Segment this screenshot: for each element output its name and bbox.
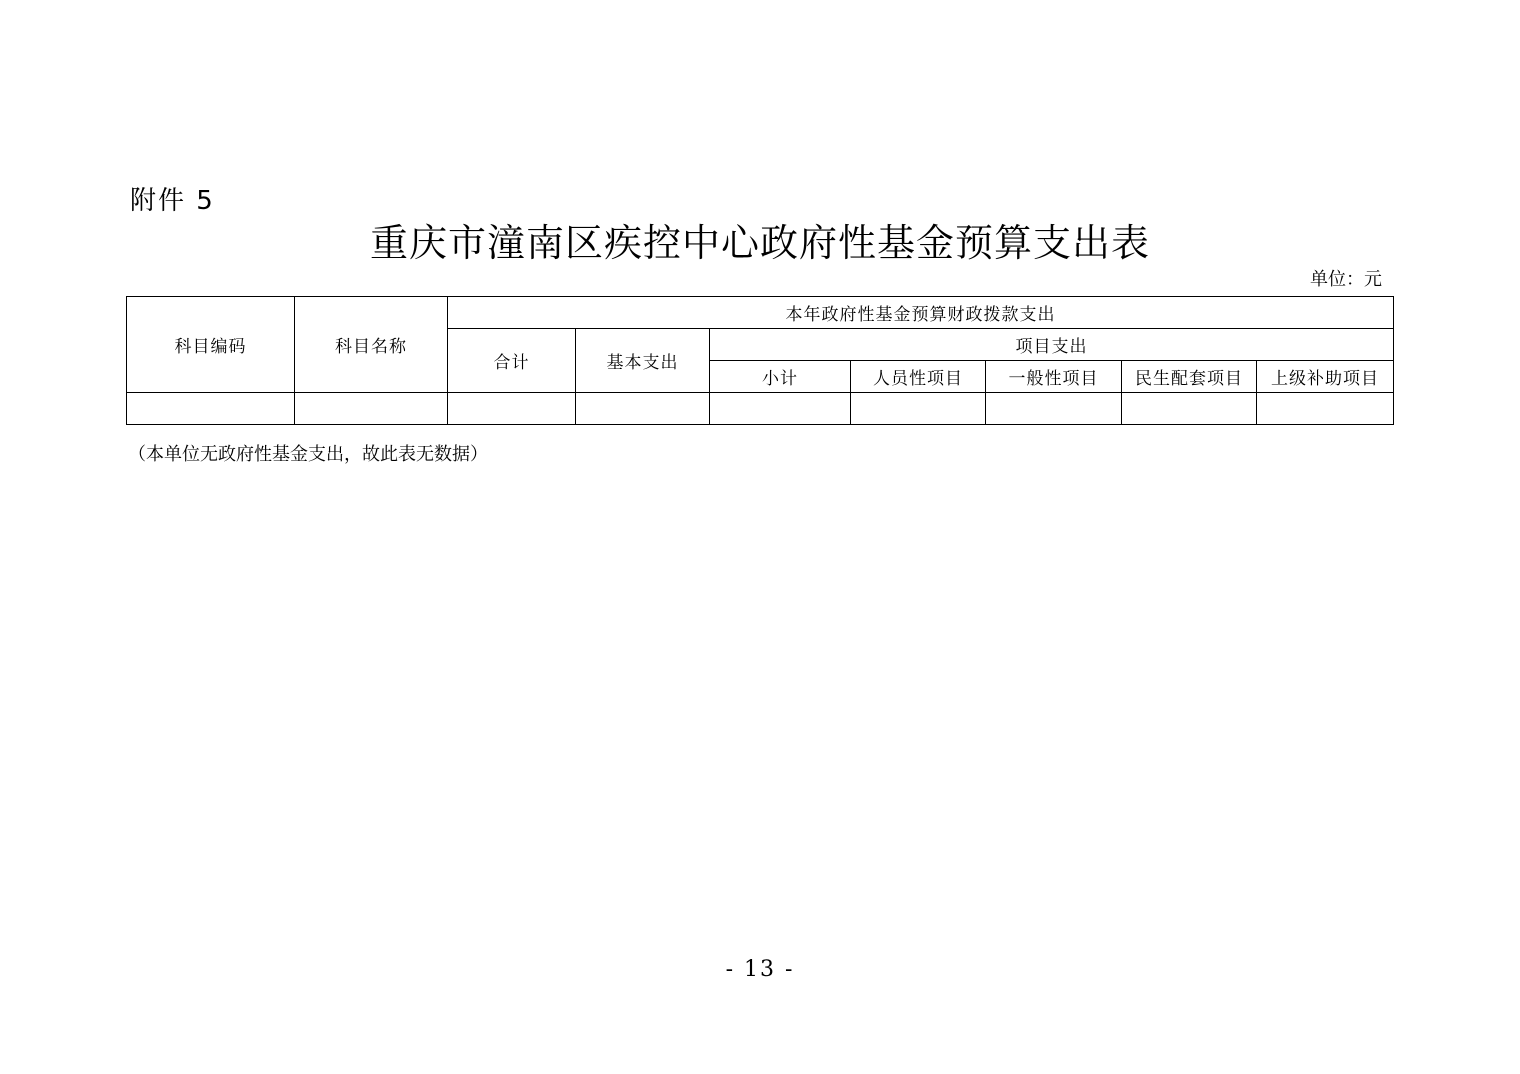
header-personnel-project: 人员性项目: [851, 361, 986, 393]
table-cell: [576, 393, 710, 425]
header-basic-expense: 基本支出: [576, 329, 710, 393]
header-total: 合计: [448, 329, 576, 393]
budget-table: [126, 296, 1394, 425]
table-cell: [295, 393, 448, 425]
header-group-main: 本年政府性基金预算财政拨款支出: [448, 297, 1394, 329]
header-general-project: 一般性项目: [986, 361, 1122, 393]
table-cell: [851, 393, 986, 425]
header-subtotal: 小计: [710, 361, 851, 393]
header-subject-name: 科目名称: [295, 297, 448, 393]
header-subject-code: 科目编码: [127, 297, 295, 393]
page-title: 重庆市潼南区疾控中心政府性基金预算支出表: [369, 221, 1150, 265]
header-row-1: [127, 297, 1394, 329]
table-cell: [127, 393, 295, 425]
table-cell: [1257, 393, 1394, 425]
table-cell: [1122, 393, 1257, 425]
unit-label: 单位：元: [1310, 269, 1382, 290]
table-cell: [448, 393, 576, 425]
table-cell: [710, 393, 851, 425]
table-row: [127, 393, 1394, 425]
header-superior-subsidy: 上级补助项目: [1257, 361, 1394, 393]
attachment-label: 附件 5: [130, 186, 215, 216]
header-livelihood-project: 民生配套项目: [1122, 361, 1257, 393]
page-number: - 13 -: [725, 957, 795, 982]
table-cell: [986, 393, 1122, 425]
footnote: （本单位无政府性基金支出，故此表无数据）: [128, 444, 488, 465]
header-group-project: 项目支出: [710, 329, 1394, 361]
